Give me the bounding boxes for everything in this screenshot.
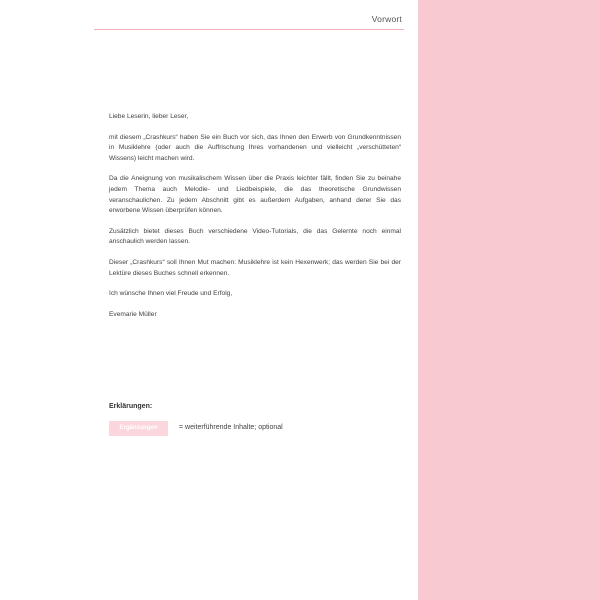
pink-side-band — [418, 0, 600, 600]
header-rule — [94, 29, 404, 30]
paragraph-1: mit diesem „Crashkurs“ haben Sie ein Buch vor sich, das Ihnen den Erwerb von Grundkenntnissen in Musiklehre (oder auch die Auffrischung Ihres vorhandenen und vielleicht „verschütteten“ Wissens) leicht machen wird. — [109, 133, 401, 162]
paragraph-4: Dieser „Crashkurs“ soll Ihnen Mut machen: Musiklehre ist kein Hexenwerk; das werden Sie bei der Lektüre dieses Buches schnell erkennen. — [109, 258, 401, 277]
legend-swatch: Ergänzungen — [109, 421, 168, 436]
signature: Evemarie Müller — [109, 310, 157, 318]
legend-heading: Erklärungen: — [109, 403, 153, 410]
page-header-title: Vorwort — [371, 14, 402, 24]
foreword-letter — [109, 112, 401, 330]
salutation: Liebe Leserin, lieber Leser, — [109, 113, 189, 120]
legend-description: = weiterführende Inhalte; optional — [179, 424, 283, 431]
paragraph-2: Da die Aneignung von musikalischem Wissen über die Praxis leichter fällt, finden Sie zu beinahe jedem Thema auch Melodie- und Liedbeispiele, die das theoretische Grundwissen veranschaulichen. Zu jedem Abschnitt gibt es außerdem Aufgaben, anhand derer Sie das erworbene Wissen überprüfen können. — [109, 175, 401, 215]
paragraph-3: Zusätzlich bietet dieses Buch verschiedene Video-Tutorials, die das Gelernte noch einmal anschaulich werden lassen. — [109, 227, 401, 246]
closing: Ich wünsche Ihnen viel Freude und Erfolg, — [109, 290, 233, 298]
